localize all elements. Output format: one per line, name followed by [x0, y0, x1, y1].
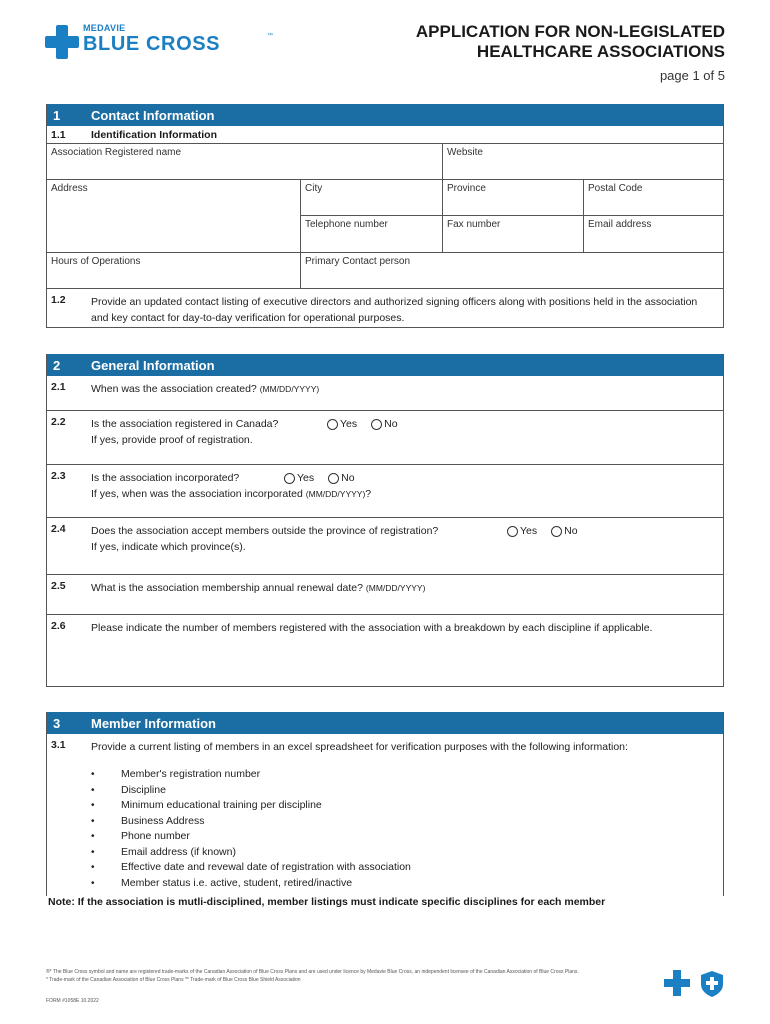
address-label: Address: [51, 183, 88, 194]
radio-circle-icon: [507, 526, 518, 537]
section-title: Member Information: [91, 715, 216, 731]
question-1-2: [47, 289, 723, 327]
member-listing-note: Note: If the association is mutli-disciplined, member listings must indicate specific disciplines for each member: [48, 896, 606, 908]
question-2-2: [47, 411, 723, 465]
question-text: Provide an updated contact listing of executive directors and authorized signing officers along with positions held in the association and key contact for day-to-day verification for operational purposes.: [91, 296, 698, 324]
question-text-wrap: [91, 411, 723, 464]
website-field[interactable]: [443, 144, 723, 179]
email-label: Email address: [588, 219, 652, 230]
question-subtext: If yes, indicate which province(s).: [91, 541, 246, 553]
subsection-title: Identification Information: [91, 128, 217, 141]
form-row-phone: [301, 216, 723, 252]
question-2-1: [47, 376, 723, 411]
bullet: •: [91, 862, 95, 873]
date-format-hint: (MM/DD/YYYY): [365, 583, 426, 593]
registered-radio-group: [327, 416, 398, 432]
address-field[interactable]: [47, 180, 301, 252]
document-title: [416, 22, 725, 62]
brand-top-text: MEDAVIE: [83, 23, 126, 33]
title-line-1: APPLICATION FOR NON-LEGISLATED: [415, 22, 725, 41]
address-subgrid: [301, 180, 723, 252]
fax-label: Fax number: [447, 219, 501, 230]
form-code: FORM #1058E 10.2022: [46, 998, 99, 1004]
province-label: Province: [447, 183, 486, 194]
question-number: 1.2: [51, 294, 66, 306]
question-text-wrap: [91, 465, 723, 517]
question-number: 2.5: [51, 580, 66, 592]
list-item-text: Business Address: [121, 814, 205, 827]
postal-code-label: Postal Code: [588, 183, 643, 194]
bullet: •: [91, 846, 95, 858]
question-text: Please indicate the number of members registered with the association with a breakdown by each discipline if applicable.: [91, 622, 653, 634]
radio-label: Yes: [520, 525, 538, 537]
form-row-name-website: [47, 144, 723, 180]
incorporated-yes-radio[interactable]: [284, 470, 314, 486]
bullet: •: [91, 800, 95, 811]
list-item-text: Phone number: [121, 830, 190, 842]
question-number: 3.1: [51, 739, 66, 751]
list-item-text: Minimum educational training per discipline: [121, 799, 322, 811]
question-number: 2.3: [51, 470, 66, 482]
radio-label: No: [564, 525, 578, 537]
section-number: 3: [53, 715, 61, 731]
bullet: •: [91, 815, 95, 827]
bullet: •: [91, 784, 95, 796]
form-row-city: [301, 180, 723, 216]
primary-contact-label: Primary Contact person: [305, 256, 411, 267]
medavie-blue-cross-logo: [45, 21, 275, 61]
question-subtext: If yes, when was the association incorporated: [91, 488, 303, 500]
list-item: [91, 798, 723, 814]
province-field[interactable]: [443, 180, 584, 215]
section-header: [47, 354, 723, 376]
outside-province-no-radio[interactable]: [551, 523, 577, 539]
telephone-field[interactable]: [301, 216, 443, 252]
radio-circle-icon: [284, 473, 295, 484]
section-title: Contact Information: [91, 107, 215, 123]
fax-field[interactable]: [443, 216, 584, 252]
section-number: 1: [53, 107, 61, 123]
incorporated-radio-group: [284, 470, 355, 486]
question-2-5: [47, 575, 723, 615]
email-field[interactable]: [584, 216, 723, 252]
question-body: [91, 734, 723, 896]
trademark-line-1: ®* The Blue Cross symbol and name are registered trade-marks of the Canadian Association of Blue Cross Plans and are used under licence by Medavie Blue Cross, an independent licensee of the Canadian Association of Blue Cross Plans.: [46, 969, 579, 975]
blue-cross-icon: [664, 970, 690, 996]
subsection-header: [47, 126, 723, 144]
list-item: [91, 767, 723, 783]
question-text: Is the association registered in Canada?: [91, 418, 279, 430]
blue-shield-icon: [700, 970, 724, 998]
list-item: [91, 860, 723, 876]
radio-label: Yes: [340, 418, 358, 430]
question-number: 2.2: [51, 416, 66, 428]
list-item-text: Email address (if known): [121, 845, 236, 858]
registered-no-radio[interactable]: [371, 416, 397, 432]
radio-label: Yes: [297, 472, 315, 484]
list-item: [91, 829, 723, 845]
section-header: [47, 104, 723, 126]
list-item-text: Member status i.e. active, student, retired/inactive: [121, 876, 353, 889]
bullet: •: [91, 877, 95, 889]
list-item: [91, 845, 723, 861]
website-label: Website: [447, 147, 483, 158]
footer-logos: [664, 970, 724, 998]
bullet: •: [91, 769, 95, 780]
hours-label: Hours of Operations: [51, 256, 141, 267]
list-item: [91, 814, 723, 830]
question-text-wrap: [91, 575, 723, 614]
list-item-text: Member's registration number: [121, 768, 261, 780]
radio-circle-icon: [551, 526, 562, 537]
member-fields-list: [91, 767, 723, 891]
outside-province-radio-group: [507, 523, 578, 539]
blue-cross-icon: [45, 25, 79, 59]
brand-trademark: ™: [267, 33, 273, 39]
question-text-wrap: [91, 376, 723, 410]
question-number: 2.6: [51, 620, 66, 632]
section-contact-information: [46, 104, 724, 328]
legal-footer: [46, 968, 579, 984]
question-number: 2.4: [51, 523, 66, 535]
form-row-hours-contact: [47, 253, 723, 289]
question-text: Is the association incorporated?: [91, 472, 240, 484]
section-title: General Information: [91, 357, 215, 373]
radio-circle-icon: [328, 473, 339, 484]
question-subtext-wrap: [91, 486, 723, 502]
postal-code-field[interactable]: [584, 180, 723, 215]
form-block-address: [47, 180, 723, 253]
page-number: page 1 of 5: [659, 68, 725, 83]
list-item: [91, 876, 723, 892]
title-line-2: HEALTHCARE ASSOCIATIONS: [476, 42, 725, 61]
assoc-name-label: Association Registered name: [51, 147, 182, 158]
radio-circle-icon: [371, 419, 382, 430]
question-text: Does the association accept members outside the province of registration?: [91, 525, 439, 537]
brand-main-text: BLUE CROSS: [83, 33, 221, 55]
registered-yes-radio[interactable]: [327, 416, 357, 432]
list-item: [91, 783, 723, 799]
question-3-1: [47, 734, 723, 896]
assoc-name-field[interactable]: [47, 144, 443, 179]
telephone-label: Telephone number: [305, 219, 388, 230]
outside-province-yes-radio[interactable]: [507, 523, 537, 539]
radio-label: No: [384, 418, 398, 430]
date-format-hint: (MM/DD/YYYY): [305, 489, 366, 499]
city-field[interactable]: [301, 180, 443, 215]
trademark-line-2: * Trade-mark of the Canadian Association of Blue Cross Plans ** Trade-mark of Blue Cross Blue Shield Association: [46, 977, 301, 983]
subsection-number: 1.1: [51, 128, 66, 141]
question-text: When was the association created?: [91, 383, 257, 395]
radio-circle-icon: [327, 419, 338, 430]
city-label: City: [305, 183, 323, 194]
section-general-information: [46, 354, 724, 687]
question-subtext: If yes, provide proof of registration.: [91, 434, 253, 446]
section-member-information: [46, 712, 724, 896]
question-mark: ?: [365, 488, 372, 500]
primary-contact-field[interactable]: [301, 253, 723, 288]
list-item-text: Discipline: [121, 783, 166, 796]
hours-field[interactable]: [47, 253, 301, 288]
section-number: 2: [53, 357, 61, 373]
list-item-text: Effective date and revewal date of registration with association: [121, 861, 411, 873]
question-2-6: [47, 615, 723, 686]
question-number: 2.1: [51, 381, 66, 393]
question-text-wrap: [91, 518, 723, 574]
section-header: [47, 712, 723, 734]
date-format-hint: (MM/DD/YYYY): [259, 384, 320, 394]
incorporated-no-radio[interactable]: [328, 470, 354, 486]
question-text: What is the association membership annual renewal date?: [91, 582, 363, 594]
question-2-4: [47, 518, 723, 575]
radio-label: No: [341, 472, 355, 484]
bullet: •: [91, 831, 95, 842]
question-2-3: [47, 465, 723, 518]
question-text: Provide a current listing of members in an excel spreadsheet for verification purposes with the following information:: [91, 741, 628, 753]
